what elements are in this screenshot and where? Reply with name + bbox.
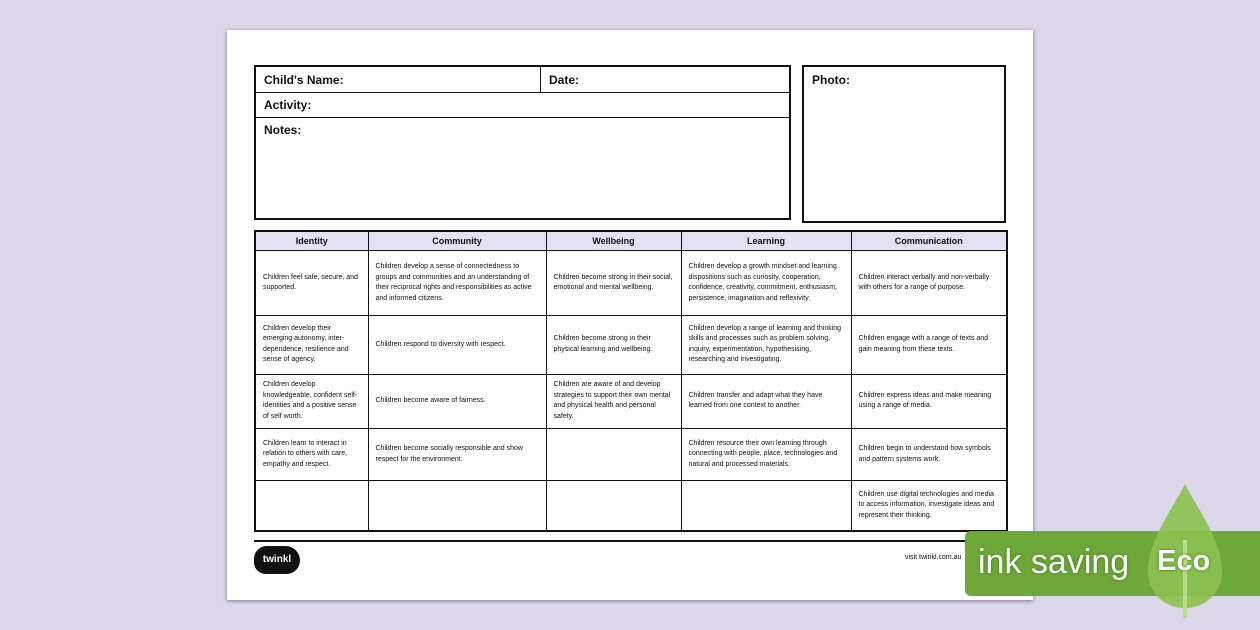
table-header-row [255,231,1007,251]
table-cell: Children develop their emerging autonomy, inter-dependence, resilience and sense of agency. [255,316,368,374]
table-cell: Children express ideas and make meaning using a range of media. [851,374,1007,428]
table-cell [368,481,546,531]
table-cell: Children become strong in their social, emotional and mental wellbeing. [546,251,681,316]
table-cell: Children develop a sense of connectedness to groups and communities and an understanding of their reciprocal rights and responsibilities as active and informed citizens. [368,251,546,316]
photo-box [802,65,1006,223]
notes-row [256,118,789,218]
ink-saving-text: ink saving [978,543,1130,581]
footer-divider [254,540,1006,542]
header-community: Community [368,231,546,251]
table-cell [546,481,681,531]
date-cell [540,67,580,92]
photo-label: Photo: [812,73,850,87]
header-identity: Identity [255,231,368,251]
table-cell: Children engage with a range of texts and gain meaning from these texts. [851,316,1007,374]
activity-label: Activity: [264,98,312,112]
table-cell [681,481,851,531]
table-cell: Children become strong in their physical learning and wellbeing. [546,316,681,374]
twinkl-logo: twinkl [254,546,300,574]
table-cell: Children develop knowledgeable, confident self-identities and a positive sense of self worth. [255,374,368,428]
table-cell: Children develop a growth mindset and learning dispositions such as curiosity, cooperation, confidence, creativity, commitment, enthusiasm, persistence, imagination and reflexivity. [681,251,851,316]
details-box [254,65,791,220]
worksheet-page [227,30,1033,600]
outcomes-table [254,230,1008,532]
visit-link-text: visit twinkl.com.au [905,554,962,561]
table-cell: Children develop a range of learning and thinking skills and processes such as problem solving, inquiry, experimentation, hypothesising, researching and investigating. [681,316,851,374]
table-row [255,316,1007,374]
eco-label: Eco [1157,545,1211,577]
activity-row [256,93,789,118]
table-cell: Children become socially responsible and show respect for the environment. [368,428,546,480]
table-cell: Children feel safe, secure, and supported. [255,251,368,316]
table-row [255,481,1007,531]
header-wellbeing: Wellbeing [546,231,681,251]
header-communication: Communication [851,231,1007,251]
child-name-label: Child's Name: [264,73,344,87]
table-cell [255,481,368,531]
table-cell: Children resource their own learning through connecting with people, place, technologies and natural and processed materials. [681,428,851,480]
table-cell: Children are aware of and develop strategies to support their own mental and physical health and personal safety. [546,374,681,428]
table-cell: Children respond to diversity with respect. [368,316,546,374]
table-row [255,251,1007,316]
table-cell: Children transfer and adapt what they have learned from one context to another. [681,374,851,428]
header-learning: Learning [681,231,851,251]
table-cell: Children learn to interact in relation to others with care, empathy and respect. [255,428,368,480]
child-name-row [256,67,789,93]
table-cell: Children begin to understand how symbols and pattern systems work. [851,428,1007,480]
table-cell: Children become aware of fairness. [368,374,546,428]
table-cell: Children use digital technologies and media to access information, investigate ideas and represent their thinking. [851,481,1007,531]
table-cell [546,428,681,480]
notes-label: Notes: [264,123,302,137]
date-label: Date: [549,73,580,87]
table-row [255,428,1007,480]
table-cell: Children interact verbally and non-verbally with others for a range of purpose. [851,251,1007,316]
table-row [255,374,1007,428]
